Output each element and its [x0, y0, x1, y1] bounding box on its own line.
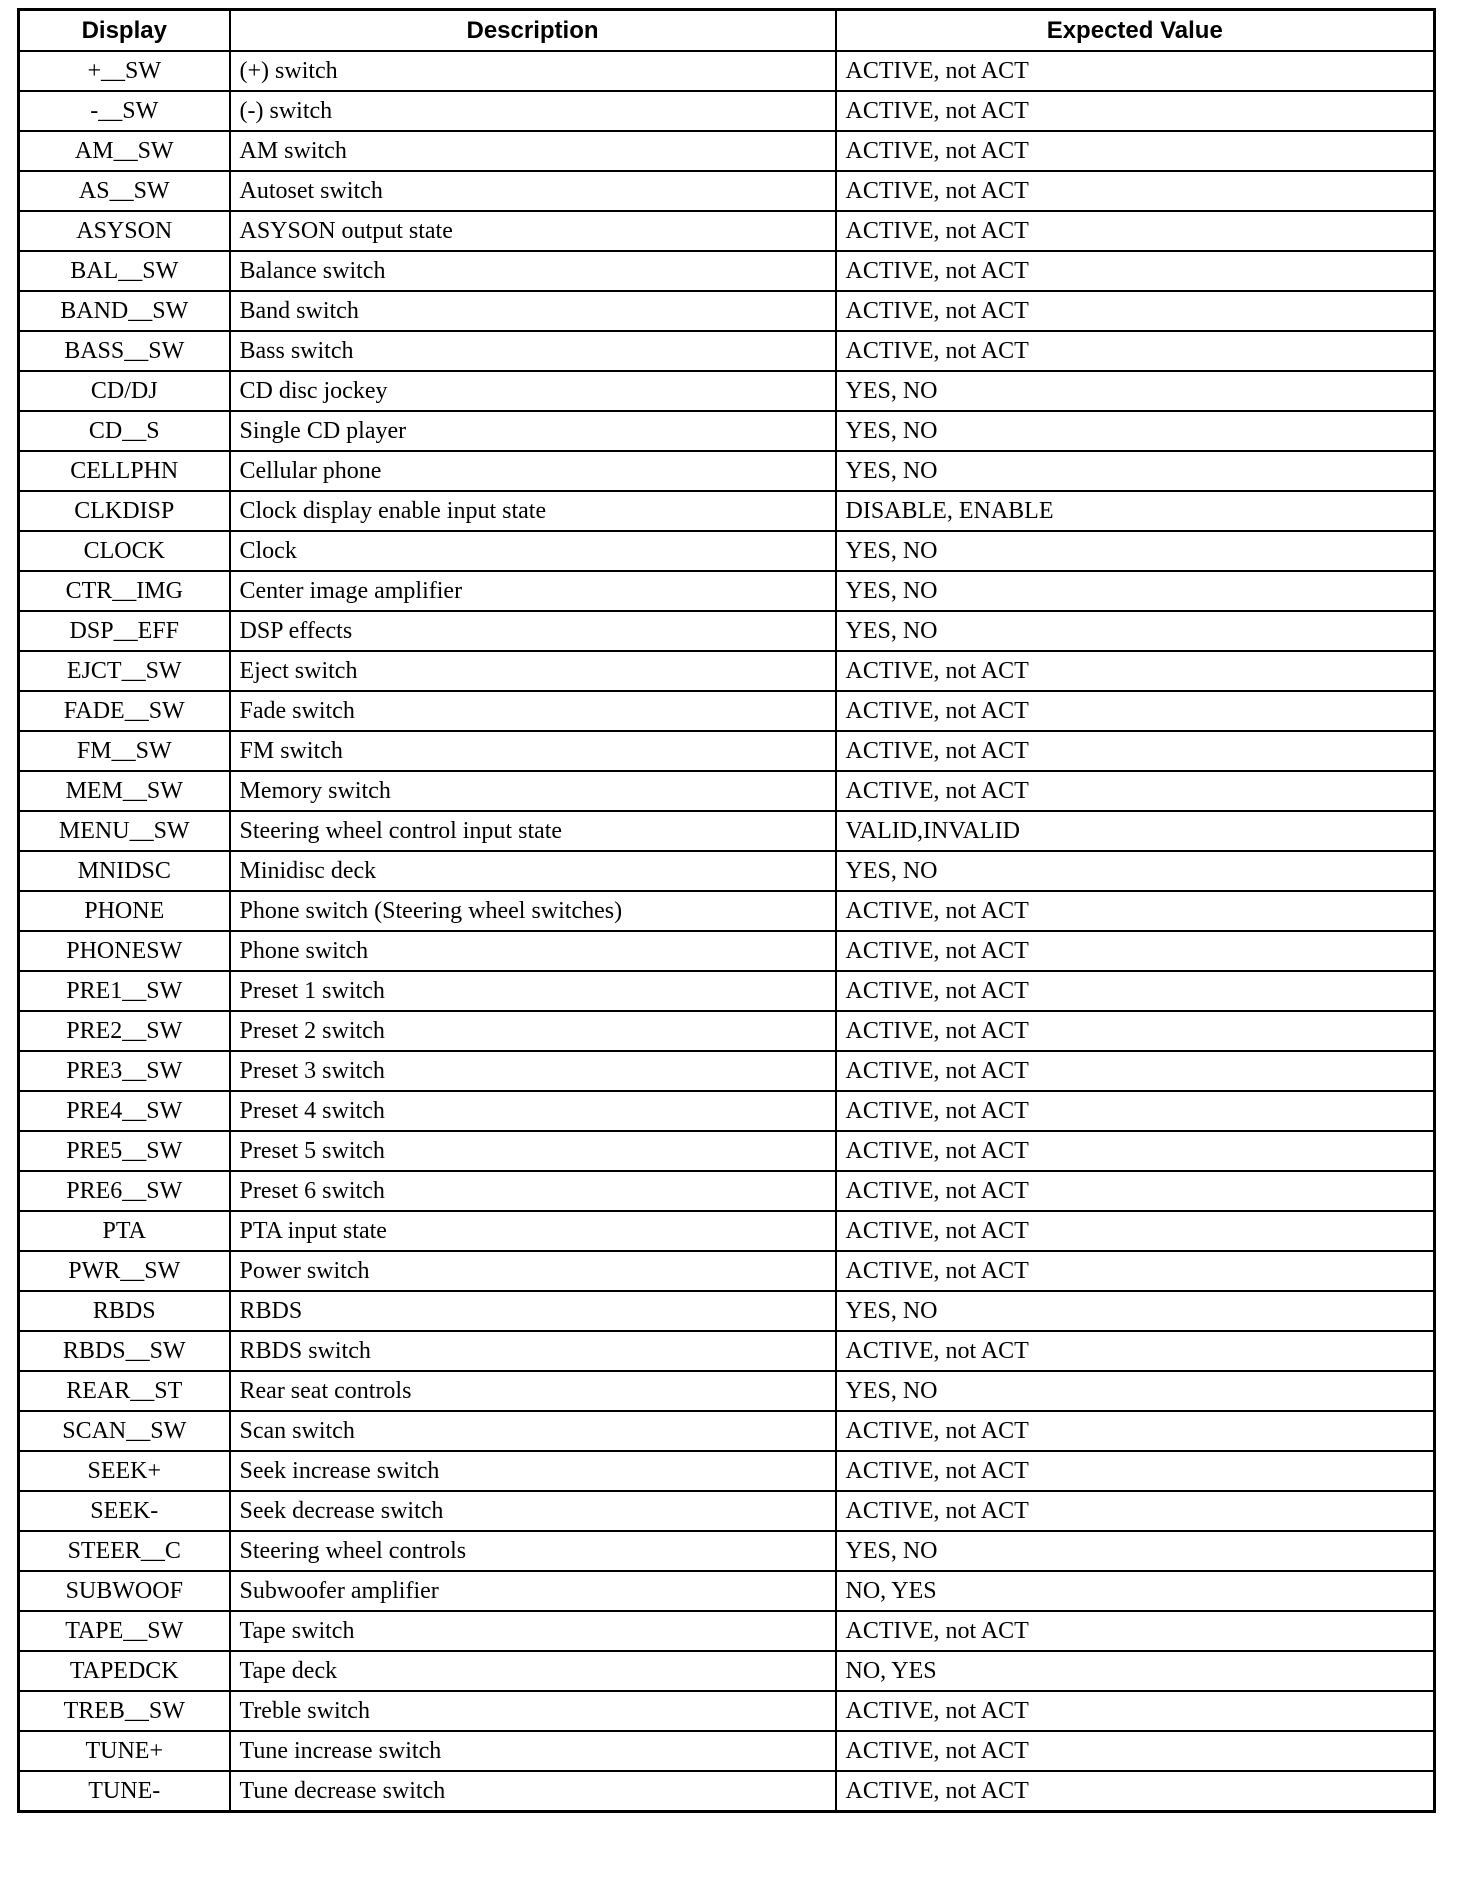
display-cell: TAPE__SW — [19, 1611, 230, 1651]
expected-value-cell: NO, YES — [836, 1571, 1435, 1611]
table-row — [19, 1091, 1435, 1131]
expected-value-cell: ACTIVE, not ACT — [836, 1011, 1435, 1051]
description-cell: Clock display enable input state — [230, 491, 836, 531]
description-cell: Seek decrease switch — [230, 1491, 836, 1531]
expected-value-cell: YES, NO — [836, 411, 1435, 451]
description-cell: (+) switch — [230, 51, 836, 91]
table-row — [19, 1731, 1435, 1771]
display-cell: DSP__EFF — [19, 611, 230, 651]
description-cell: Steering wheel controls — [230, 1531, 836, 1571]
expected-value-cell: ACTIVE, not ACT — [836, 1051, 1435, 1091]
expected-value-cell: ACTIVE, not ACT — [836, 1251, 1435, 1291]
table-row — [19, 571, 1435, 611]
expected-value-cell: ACTIVE, not ACT — [836, 131, 1435, 171]
description-cell: Subwoofer amplifier — [230, 1571, 836, 1611]
description-cell: AM switch — [230, 131, 836, 171]
table-row — [19, 1011, 1435, 1051]
description-cell: Power switch — [230, 1251, 836, 1291]
description-cell: Tape switch — [230, 1611, 836, 1651]
table-row — [19, 1691, 1435, 1731]
description-cell: Preset 5 switch — [230, 1131, 836, 1171]
expected-value-cell: YES, NO — [836, 611, 1435, 651]
expected-value-cell: ACTIVE, not ACT — [836, 211, 1435, 251]
expected-value-cell: YES, NO — [836, 851, 1435, 891]
table-row — [19, 611, 1435, 651]
description-cell: Phone switch — [230, 931, 836, 971]
description-cell: Preset 3 switch — [230, 1051, 836, 1091]
description-cell: Phone switch (Steering wheel switches) — [230, 891, 836, 931]
expected-value-cell: ACTIVE, not ACT — [836, 1731, 1435, 1771]
display-cell: RBDS__SW — [19, 1331, 230, 1371]
header-description: Description — [230, 10, 836, 52]
table-row — [19, 891, 1435, 931]
display-cell: PRE2__SW — [19, 1011, 230, 1051]
display-cell: TAPEDCK — [19, 1651, 230, 1691]
description-cell: Minidisc deck — [230, 851, 836, 891]
expected-value-cell: VALID,INVALID — [836, 811, 1435, 851]
description-cell: Balance switch — [230, 251, 836, 291]
description-cell: Preset 6 switch — [230, 1171, 836, 1211]
display-cell: PRE3__SW — [19, 1051, 230, 1091]
description-cell: (-) switch — [230, 91, 836, 131]
table-row — [19, 1531, 1435, 1571]
table-row — [19, 811, 1435, 851]
table-row — [19, 1251, 1435, 1291]
display-cell: TUNE- — [19, 1771, 230, 1812]
display-cell: MENU__SW — [19, 811, 230, 851]
display-cell: EJCT__SW — [19, 651, 230, 691]
expected-value-cell: ACTIVE, not ACT — [836, 331, 1435, 371]
expected-value-cell: ACTIVE, not ACT — [836, 931, 1435, 971]
description-cell: Seek increase switch — [230, 1451, 836, 1491]
expected-value-cell: ACTIVE, not ACT — [836, 971, 1435, 1011]
table-row — [19, 1331, 1435, 1371]
description-cell: Steering wheel control input state — [230, 811, 836, 851]
table-row — [19, 1611, 1435, 1651]
display-cell: SEEK+ — [19, 1451, 230, 1491]
display-cell: ASYSON — [19, 211, 230, 251]
table-row — [19, 211, 1435, 251]
expected-value-cell: DISABLE, ENABLE — [836, 491, 1435, 531]
table-row — [19, 371, 1435, 411]
description-cell: PTA input state — [230, 1211, 836, 1251]
display-cell: CELLPHN — [19, 451, 230, 491]
description-cell: Clock — [230, 531, 836, 571]
display-cell: CTR__IMG — [19, 571, 230, 611]
expected-value-cell: YES, NO — [836, 531, 1435, 571]
display-cell: -__SW — [19, 91, 230, 131]
display-cell: MEM__SW — [19, 771, 230, 811]
display-cell: BASS__SW — [19, 331, 230, 371]
expected-value-cell: YES, NO — [836, 451, 1435, 491]
display-values-table — [17, 8, 1436, 1813]
expected-value-cell: ACTIVE, not ACT — [836, 1091, 1435, 1131]
table-row — [19, 171, 1435, 211]
expected-value-cell: YES, NO — [836, 1291, 1435, 1331]
description-cell: Rear seat controls — [230, 1371, 836, 1411]
display-cell: FADE__SW — [19, 691, 230, 731]
table-row — [19, 691, 1435, 731]
table-row — [19, 731, 1435, 771]
description-cell: Autoset switch — [230, 171, 836, 211]
display-cell: CD__S — [19, 411, 230, 451]
expected-value-cell: ACTIVE, not ACT — [836, 251, 1435, 291]
expected-value-cell: YES, NO — [836, 1371, 1435, 1411]
display-cell: BAL__SW — [19, 251, 230, 291]
expected-value-cell: ACTIVE, not ACT — [836, 1211, 1435, 1251]
description-cell: DSP effects — [230, 611, 836, 651]
display-cell: CD/DJ — [19, 371, 230, 411]
description-cell: FM switch — [230, 731, 836, 771]
table-row — [19, 531, 1435, 571]
description-cell: Preset 1 switch — [230, 971, 836, 1011]
expected-value-cell: NO, YES — [836, 1651, 1435, 1691]
table-row — [19, 1131, 1435, 1171]
description-cell: Tune increase switch — [230, 1731, 836, 1771]
expected-value-cell: ACTIVE, not ACT — [836, 1771, 1435, 1812]
table-row — [19, 131, 1435, 171]
description-cell: Eject switch — [230, 651, 836, 691]
display-cell: PRE4__SW — [19, 1091, 230, 1131]
description-cell: ASYSON output state — [230, 211, 836, 251]
description-cell: Tune decrease switch — [230, 1771, 836, 1812]
display-cell: PRE1__SW — [19, 971, 230, 1011]
table-row — [19, 51, 1435, 91]
display-cell: +__SW — [19, 51, 230, 91]
table-row — [19, 1051, 1435, 1091]
expected-value-cell: ACTIVE, not ACT — [836, 1331, 1435, 1371]
display-cell: PHONE — [19, 891, 230, 931]
header-row — [19, 10, 1435, 52]
expected-value-cell: ACTIVE, not ACT — [836, 51, 1435, 91]
description-cell: RBDS switch — [230, 1331, 836, 1371]
display-cell: TUNE+ — [19, 1731, 230, 1771]
display-cell: SEEK- — [19, 1491, 230, 1531]
display-cell: PRE6__SW — [19, 1171, 230, 1211]
table-row — [19, 1171, 1435, 1211]
description-cell: Cellular phone — [230, 451, 836, 491]
table-row — [19, 851, 1435, 891]
display-cell: PRE5__SW — [19, 1131, 230, 1171]
table-row — [19, 251, 1435, 291]
display-cell: PTA — [19, 1211, 230, 1251]
display-cell: BAND__SW — [19, 291, 230, 331]
table-row — [19, 971, 1435, 1011]
display-cell: SUBWOOF — [19, 1571, 230, 1611]
table-row — [19, 1371, 1435, 1411]
description-cell: Scan switch — [230, 1411, 836, 1451]
expected-value-cell: ACTIVE, not ACT — [836, 771, 1435, 811]
header-display: Display — [19, 10, 230, 52]
display-cell: RBDS — [19, 1291, 230, 1331]
table-row — [19, 1291, 1435, 1331]
display-cell: PHONESW — [19, 931, 230, 971]
display-cell: AM__SW — [19, 131, 230, 171]
display-cell: SCAN__SW — [19, 1411, 230, 1451]
display-cell: FM__SW — [19, 731, 230, 771]
table-row — [19, 291, 1435, 331]
display-cell: TREB__SW — [19, 1691, 230, 1731]
expected-value-cell: YES, NO — [836, 1531, 1435, 1571]
description-cell: Single CD player — [230, 411, 836, 451]
expected-value-cell: YES, NO — [836, 571, 1435, 611]
table-body — [19, 51, 1435, 1812]
table-row — [19, 1571, 1435, 1611]
expected-value-cell: ACTIVE, not ACT — [836, 1691, 1435, 1731]
table-row — [19, 491, 1435, 531]
description-cell: Preset 4 switch — [230, 1091, 836, 1131]
expected-value-cell: ACTIVE, not ACT — [836, 91, 1435, 131]
table-row — [19, 1491, 1435, 1531]
expected-value-cell: YES, NO — [836, 371, 1435, 411]
table-row — [19, 451, 1435, 491]
table-row — [19, 771, 1435, 811]
description-cell: Center image amplifier — [230, 571, 836, 611]
table-row — [19, 1771, 1435, 1812]
table-row — [19, 651, 1435, 691]
display-cell: REAR__ST — [19, 1371, 230, 1411]
table-row — [19, 1651, 1435, 1691]
expected-value-cell: ACTIVE, not ACT — [836, 1611, 1435, 1651]
description-cell: Treble switch — [230, 1691, 836, 1731]
display-cell: STEER__C — [19, 1531, 230, 1571]
description-cell: Bass switch — [230, 331, 836, 371]
expected-value-cell: ACTIVE, not ACT — [836, 1171, 1435, 1211]
expected-value-cell: ACTIVE, not ACT — [836, 691, 1435, 731]
display-cell: CLOCK — [19, 531, 230, 571]
display-cell: PWR__SW — [19, 1251, 230, 1291]
expected-value-cell: ACTIVE, not ACT — [836, 171, 1435, 211]
description-cell: Band switch — [230, 291, 836, 331]
expected-value-cell: ACTIVE, not ACT — [836, 1131, 1435, 1171]
expected-value-cell: ACTIVE, not ACT — [836, 1451, 1435, 1491]
description-cell: Preset 2 switch — [230, 1011, 836, 1051]
description-cell: CD disc jockey — [230, 371, 836, 411]
display-cell: MNIDSC — [19, 851, 230, 891]
display-cell: CLKDISP — [19, 491, 230, 531]
description-cell: Memory switch — [230, 771, 836, 811]
table-row — [19, 931, 1435, 971]
expected-value-cell: ACTIVE, not ACT — [836, 731, 1435, 771]
expected-value-cell: ACTIVE, not ACT — [836, 291, 1435, 331]
table-row — [19, 331, 1435, 371]
expected-value-cell: ACTIVE, not ACT — [836, 1491, 1435, 1531]
description-cell: Fade switch — [230, 691, 836, 731]
description-cell: Tape deck — [230, 1651, 836, 1691]
header-expected-value: Expected Value — [836, 10, 1435, 52]
table-row — [19, 411, 1435, 451]
expected-value-cell: ACTIVE, not ACT — [836, 1411, 1435, 1451]
table-row — [19, 1411, 1435, 1451]
table-row — [19, 1451, 1435, 1491]
table-row — [19, 91, 1435, 131]
display-cell: AS__SW — [19, 171, 230, 211]
description-cell: RBDS — [230, 1291, 836, 1331]
table-row — [19, 1211, 1435, 1251]
expected-value-cell: ACTIVE, not ACT — [836, 891, 1435, 931]
expected-value-cell: ACTIVE, not ACT — [836, 651, 1435, 691]
